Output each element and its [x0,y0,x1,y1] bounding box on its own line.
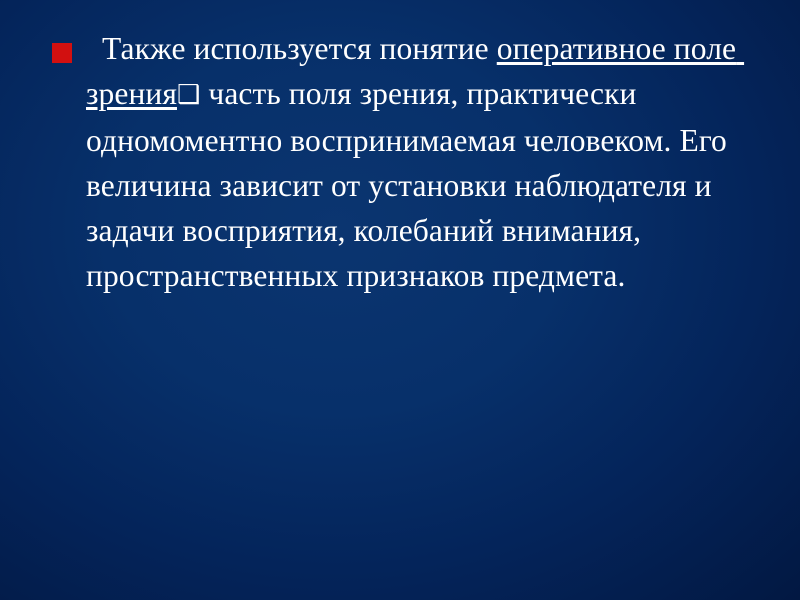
paragraph-rest: часть поля зрения, практически одномоментно воспринимаемая человеком. Его величина зависит от установки наблюдателя и задачи восприятия, колебаний внимания, пространственных признаков предмета. [86,76,735,293]
paragraph-lead-in: Также используется понятие [86,31,497,66]
underlined-term: оперативное поле зрения [86,31,745,111]
bullet-paragraph [52,26,764,298]
bullet-text-body [86,26,762,298]
square-bullet-icon [52,43,72,63]
box-separator-glyph: ❑ [176,80,201,110]
